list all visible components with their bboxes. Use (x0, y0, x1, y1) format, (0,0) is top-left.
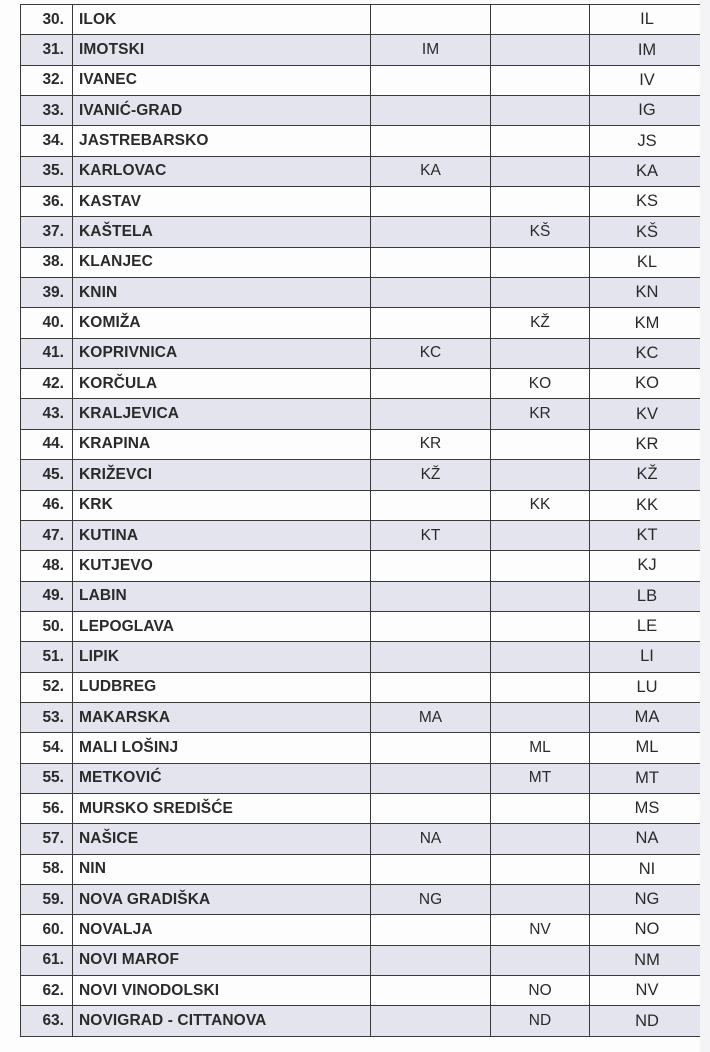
code-column-3: KK (590, 490, 705, 520)
row-number: 59. (21, 884, 73, 914)
code-column-1 (371, 854, 491, 884)
table-row (21, 65, 705, 95)
code-column-3: KV (590, 399, 705, 429)
row-number: 62. (21, 976, 73, 1006)
code-column-1 (371, 490, 491, 520)
row-number: 33. (21, 96, 73, 126)
code-column-2: KŠ (491, 217, 590, 247)
code-column-1 (371, 793, 491, 823)
town-name: LUDBREG (73, 672, 371, 702)
code-column-2 (491, 581, 590, 611)
row-number: 51. (21, 642, 73, 672)
table-row (21, 520, 705, 550)
code-column-2 (491, 247, 590, 277)
table-row (21, 976, 705, 1006)
code-column-2: NO (491, 976, 590, 1006)
table-row (21, 1006, 705, 1036)
town-name: NOVI VINODOLSKI (73, 976, 371, 1006)
code-column-1 (371, 672, 491, 702)
code-column-2: KK (491, 490, 590, 520)
code-column-3: ML (590, 733, 705, 763)
row-number: 44. (21, 429, 73, 459)
code-column-1 (371, 642, 491, 672)
table-row (21, 733, 705, 763)
row-number: 38. (21, 247, 73, 277)
table-row (21, 490, 705, 520)
code-column-1 (371, 1006, 491, 1036)
code-column-3: IM (590, 35, 705, 65)
code-column-1 (371, 247, 491, 277)
table-row (21, 763, 705, 793)
town-name: KRALJEVICA (73, 399, 371, 429)
row-number: 48. (21, 551, 73, 581)
row-number: 36. (21, 187, 73, 217)
row-number: 49. (21, 581, 73, 611)
town-name: NOVALJA (73, 915, 371, 945)
code-column-3: KS (590, 187, 705, 217)
row-number: 45. (21, 460, 73, 490)
code-column-3: IG (590, 96, 705, 126)
table-row (21, 187, 705, 217)
code-column-2: NV (491, 915, 590, 945)
table-row (21, 915, 705, 945)
row-number: 46. (21, 490, 73, 520)
code-column-1 (371, 96, 491, 126)
code-column-2 (491, 611, 590, 641)
table-row (21, 702, 705, 732)
code-column-3: KC (590, 338, 705, 368)
town-name: KNIN (73, 278, 371, 308)
page-edge (700, 0, 710, 1052)
table-row (21, 854, 705, 884)
code-column-3: KŽ (590, 460, 705, 490)
code-column-2 (491, 520, 590, 550)
code-column-3: KL (590, 247, 705, 277)
code-column-3: NG (590, 884, 705, 914)
table-row (21, 338, 705, 368)
code-column-1 (371, 369, 491, 399)
code-column-3: MT (590, 763, 705, 793)
code-column-2 (491, 945, 590, 975)
code-column-2: KO (491, 369, 590, 399)
row-number: 30. (21, 5, 73, 35)
row-number: 52. (21, 672, 73, 702)
row-number: 43. (21, 399, 73, 429)
table-row (21, 308, 705, 338)
table-row (21, 672, 705, 702)
row-number: 63. (21, 1006, 73, 1036)
code-column-3: KŠ (590, 217, 705, 247)
code-column-2 (491, 126, 590, 156)
code-column-1 (371, 763, 491, 793)
code-column-1 (371, 551, 491, 581)
code-column-3: JS (590, 126, 705, 156)
code-column-1: KC (371, 338, 491, 368)
town-name: MURSKO SREDIŠĆE (73, 793, 371, 823)
row-number: 56. (21, 793, 73, 823)
town-name: LABIN (73, 581, 371, 611)
code-column-1: KT (371, 520, 491, 550)
code-column-3: KR (590, 429, 705, 459)
row-number: 37. (21, 217, 73, 247)
code-column-1 (371, 581, 491, 611)
code-column-1: IM (371, 35, 491, 65)
code-column-3: MA (590, 702, 705, 732)
code-column-1: MA (371, 702, 491, 732)
code-column-1: KR (371, 429, 491, 459)
town-name: KASTAV (73, 187, 371, 217)
code-column-1: NG (371, 884, 491, 914)
code-column-2: KR (491, 399, 590, 429)
code-column-3: NA (590, 824, 705, 854)
code-column-2 (491, 551, 590, 581)
code-column-3: KN (590, 278, 705, 308)
towns-table (20, 4, 705, 1037)
row-number: 32. (21, 65, 73, 95)
code-column-1: KA (371, 156, 491, 186)
town-name: NOVI MAROF (73, 945, 371, 975)
town-name: KLANJEC (73, 247, 371, 277)
code-column-3: IL (590, 5, 705, 35)
code-column-1 (371, 126, 491, 156)
table-row (21, 581, 705, 611)
town-name: LEPOGLAVA (73, 611, 371, 641)
code-column-3: NV (590, 976, 705, 1006)
code-column-3: NI (590, 854, 705, 884)
code-column-3: LI (590, 642, 705, 672)
code-column-1 (371, 278, 491, 308)
code-column-3: LB (590, 581, 705, 611)
row-number: 50. (21, 611, 73, 641)
row-number: 47. (21, 520, 73, 550)
row-number: 55. (21, 763, 73, 793)
table-row (21, 96, 705, 126)
table-row (21, 5, 705, 35)
table-row (21, 551, 705, 581)
row-number: 54. (21, 733, 73, 763)
town-name: KOMIŽA (73, 308, 371, 338)
town-name: NIN (73, 854, 371, 884)
table-row (21, 369, 705, 399)
code-column-2 (491, 642, 590, 672)
code-column-1 (371, 733, 491, 763)
code-column-2 (491, 460, 590, 490)
code-column-1 (371, 976, 491, 1006)
town-name: METKOVIĆ (73, 763, 371, 793)
code-column-2 (491, 672, 590, 702)
table-row (21, 278, 705, 308)
code-column-2 (491, 65, 590, 95)
code-column-3: KM (590, 308, 705, 338)
row-number: 57. (21, 824, 73, 854)
town-name: KUTJEVO (73, 551, 371, 581)
town-name: MAKARSKA (73, 702, 371, 732)
table-row (21, 429, 705, 459)
table-row (21, 35, 705, 65)
town-name: KOPRIVNICA (73, 338, 371, 368)
code-column-2 (491, 187, 590, 217)
table-row (21, 460, 705, 490)
table-row (21, 156, 705, 186)
town-name: KUTINA (73, 520, 371, 550)
code-column-1: KŽ (371, 460, 491, 490)
row-number: 39. (21, 278, 73, 308)
code-column-3: ND (590, 1006, 705, 1036)
towns-table-body (21, 5, 705, 1037)
table-row (21, 247, 705, 277)
code-column-2: MT (491, 763, 590, 793)
row-number: 58. (21, 854, 73, 884)
town-name: KRK (73, 490, 371, 520)
code-column-3: NM (590, 945, 705, 975)
code-column-1 (371, 65, 491, 95)
town-name: IMOTSKI (73, 35, 371, 65)
town-name: MALI LOŠINJ (73, 733, 371, 763)
town-name: NOVIGRAD - CITTANOVA (73, 1006, 371, 1036)
code-column-2 (491, 96, 590, 126)
code-column-3: MS (590, 793, 705, 823)
row-number: 40. (21, 308, 73, 338)
table-row (21, 793, 705, 823)
table-row (21, 884, 705, 914)
code-column-1 (371, 187, 491, 217)
row-number: 35. (21, 156, 73, 186)
table-row (21, 642, 705, 672)
table-row (21, 399, 705, 429)
code-column-1 (371, 611, 491, 641)
code-column-3: KJ (590, 551, 705, 581)
town-name: NAŠICE (73, 824, 371, 854)
code-column-3: NO (590, 915, 705, 945)
row-number: 41. (21, 338, 73, 368)
code-column-2 (491, 35, 590, 65)
code-column-2: KŽ (491, 308, 590, 338)
row-number: 31. (21, 35, 73, 65)
row-number: 34. (21, 126, 73, 156)
code-column-3: LE (590, 611, 705, 641)
code-column-3: LU (590, 672, 705, 702)
code-column-3: KT (590, 520, 705, 550)
code-column-3: IV (590, 65, 705, 95)
code-column-1 (371, 5, 491, 35)
code-column-2 (491, 278, 590, 308)
code-column-2 (491, 156, 590, 186)
code-column-2 (491, 824, 590, 854)
row-number: 53. (21, 702, 73, 732)
code-column-2 (491, 5, 590, 35)
table-row (21, 824, 705, 854)
row-number: 60. (21, 915, 73, 945)
code-column-3: KO (590, 369, 705, 399)
code-column-2 (491, 338, 590, 368)
code-column-1 (371, 399, 491, 429)
town-name: ILOK (73, 5, 371, 35)
town-name: KRAPINA (73, 429, 371, 459)
code-column-2: ML (491, 733, 590, 763)
town-name: KARLOVAC (73, 156, 371, 186)
table-row (21, 217, 705, 247)
code-column-3: KA (590, 156, 705, 186)
table-row (21, 945, 705, 975)
code-column-1: NA (371, 824, 491, 854)
code-column-2 (491, 429, 590, 459)
town-name: LIPIK (73, 642, 371, 672)
row-number: 42. (21, 369, 73, 399)
code-column-1 (371, 945, 491, 975)
row-number: 61. (21, 945, 73, 975)
code-column-2 (491, 854, 590, 884)
code-column-1 (371, 915, 491, 945)
town-name: IVANIĆ-GRAD (73, 96, 371, 126)
town-name: KORČULA (73, 369, 371, 399)
code-column-2: ND (491, 1006, 590, 1036)
code-column-1 (371, 217, 491, 247)
code-column-2 (491, 884, 590, 914)
town-name: KAŠTELA (73, 217, 371, 247)
town-name: JASTREBARSKO (73, 126, 371, 156)
code-column-2 (491, 702, 590, 732)
code-column-1 (371, 308, 491, 338)
table-row (21, 611, 705, 641)
table-row (21, 126, 705, 156)
code-column-2 (491, 793, 590, 823)
town-name: IVANEC (73, 65, 371, 95)
town-name: KRIŽEVCI (73, 460, 371, 490)
town-name: NOVA GRADIŠKA (73, 884, 371, 914)
